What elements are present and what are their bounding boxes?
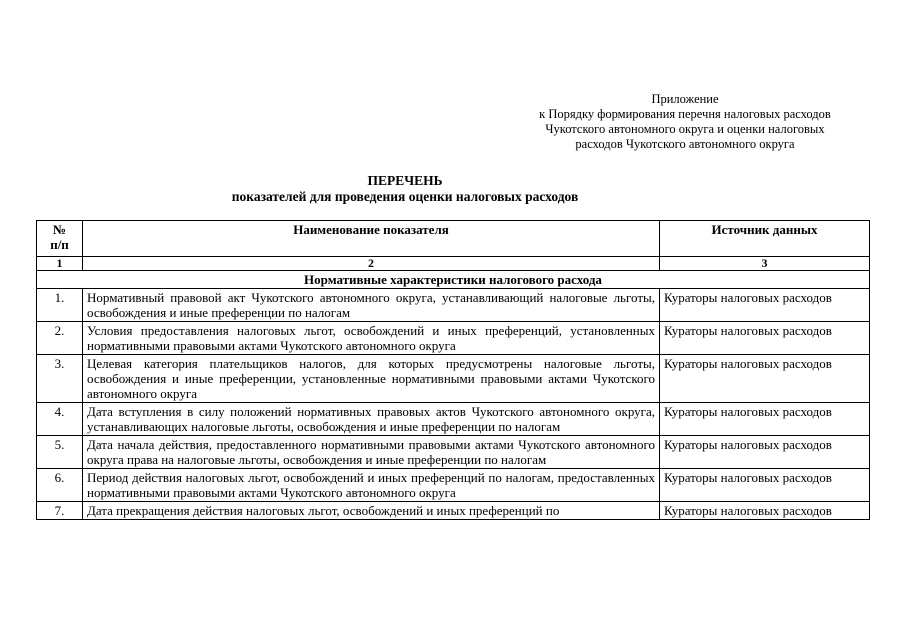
header-num-line: п/п <box>50 237 69 252</box>
appendix-line: Чукотского автономного округа и оценки налоговых <box>545 122 825 136</box>
table-header-row <box>37 221 870 257</box>
header-num <box>37 221 83 257</box>
table-row <box>37 355 870 403</box>
row-source: Кураторы налоговых расходов <box>660 403 870 436</box>
column-number: 1 <box>37 257 83 271</box>
row-source: Кураторы налоговых расходов <box>660 355 870 403</box>
row-num: 5. <box>37 436 83 469</box>
header-num-line: № <box>52 222 67 237</box>
table-row <box>37 322 870 355</box>
document-title: ПЕРЕЧЕНЬ <box>367 173 443 188</box>
row-num: 7. <box>37 502 83 520</box>
table-row <box>37 289 870 322</box>
document-subtitle: показателей для проведения оценки налоговых расходов <box>231 189 579 204</box>
row-name: Целевая категория плательщиков налогов, для которых предусмотрены налоговые льготы, освобождения и иные преференции, установленные нормативными правовыми актами Чукотского автономного округа <box>83 355 660 403</box>
indicators-table <box>36 220 870 520</box>
column-number: 2 <box>83 257 660 271</box>
row-name: Дата начала действия, предоставленного нормативными правовыми актами Чукотского автономного округа права на налоговые льготы, освобождения и иные преференции по налогам <box>83 436 660 469</box>
row-num: 1. <box>37 289 83 322</box>
table-row <box>37 469 870 502</box>
row-name: Условия предоставления налоговых льгот, освобождений и иных преференций, установленных нормативными правовыми актами Чукотского автономного округа <box>83 322 660 355</box>
row-name: Период действия налоговых льгот, освобождений и иных преференций по налогам, предоставленных нормативными правовыми актами Чукотского автономного округа <box>83 469 660 502</box>
table-row <box>37 436 870 469</box>
row-name: Дата вступления в силу положений нормативных правовых актов Чукотского автономного округа, устанавливающих налоговые льготы, освобождения и иные преференции по налогам <box>83 403 660 436</box>
row-num: 6. <box>37 469 83 502</box>
row-source: Кураторы налоговых расходов <box>660 436 870 469</box>
row-source: Кураторы налоговых расходов <box>660 502 870 520</box>
row-num: 3. <box>37 355 83 403</box>
appendix-line: расходов Чукотского автономного округа <box>575 137 795 151</box>
row-num: 4. <box>37 403 83 436</box>
section-title: Нормативные характеристики налогового расхода <box>37 271 870 289</box>
column-number: 3 <box>660 257 870 271</box>
appendix-block <box>470 92 900 152</box>
row-source: Кураторы налоговых расходов <box>660 469 870 502</box>
header-name: Наименование показателя <box>83 221 660 257</box>
appendix-line: к Порядку формирования перечня налоговых расходов <box>539 107 831 121</box>
header-source: Источник данных <box>660 221 870 257</box>
column-numbers-row <box>37 257 870 271</box>
section-row <box>37 271 870 289</box>
row-name: Нормативный правовой акт Чукотского автономного округа, устанавливающий налоговые льготы, освобождения и иные преференции по налогам <box>83 289 660 322</box>
appendix-line: Приложение <box>651 92 719 106</box>
table-row <box>37 502 870 520</box>
table-row <box>37 403 870 436</box>
row-num: 2. <box>37 322 83 355</box>
row-source: Кураторы налоговых расходов <box>660 289 870 322</box>
row-name: Дата прекращения действия налоговых льгот, освобождений и иных преференций по <box>83 502 660 520</box>
row-source: Кураторы налоговых расходов <box>660 322 870 355</box>
